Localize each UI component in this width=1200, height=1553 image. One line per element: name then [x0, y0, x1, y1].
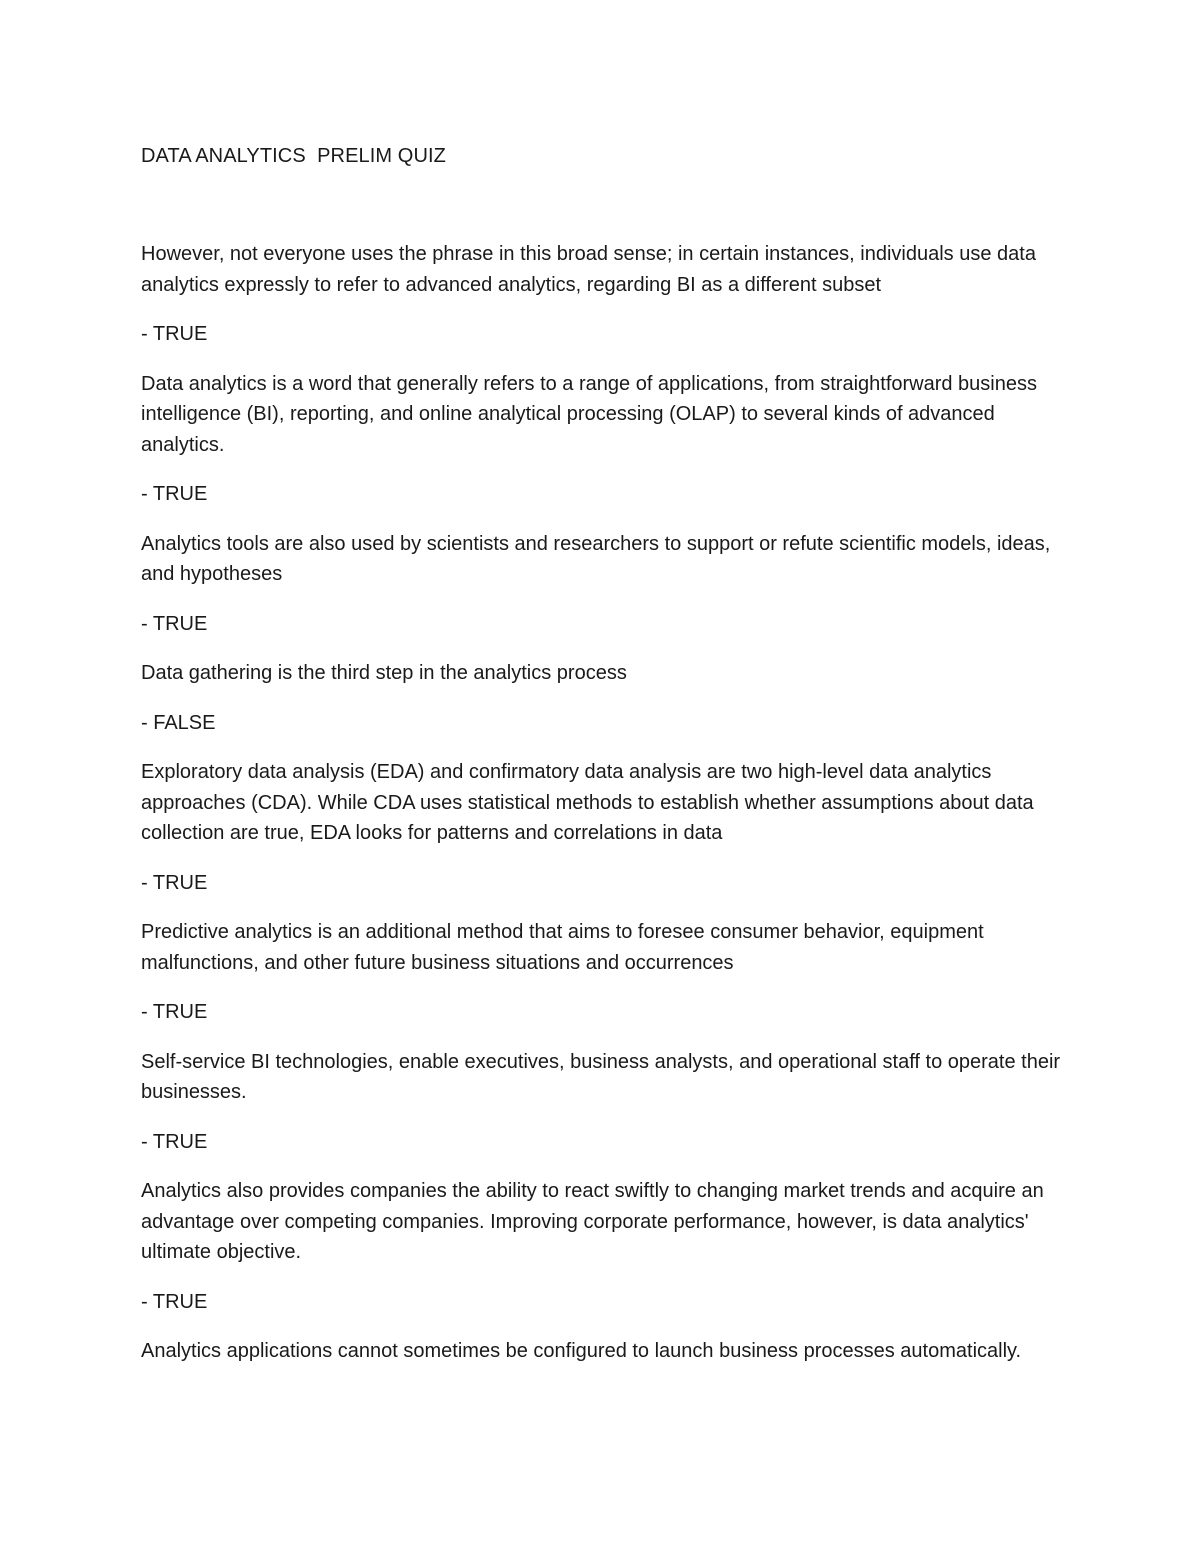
- quiz-item: [141, 917, 1066, 1028]
- quiz-item: [141, 658, 1066, 738]
- answer-text: - TRUE: [141, 1001, 208, 1023]
- page-title: DATA ANALYTICS PRELIM QUIZ: [141, 145, 446, 167]
- quiz-item: [141, 529, 1066, 640]
- answer-text: - TRUE: [141, 871, 208, 894]
- quiz-item: [141, 1336, 1066, 1367]
- answer-text: - TRUE: [141, 323, 208, 345]
- answer-text: - FALSE: [141, 711, 216, 734]
- question-text: Analytics tools are also used by scientists and researchers to support or refute scientific models, ideas, and hypotheses: [141, 532, 1051, 585]
- quiz-item: [141, 369, 1066, 510]
- quiz-item: [141, 239, 1066, 350]
- question-text: Exploratory data analysis (EDA) and confirmatory data analysis are two high-level data analytics approaches (CDA). While CDA uses statistical methods to establish whether assumptions about data collection are true, EDA looks for patterns and correlations in data: [141, 761, 1034, 844]
- quiz-item: [141, 1047, 1066, 1158]
- answer-text: - TRUE: [141, 1130, 208, 1153]
- question-text: However, not everyone uses the phrase in this broad sense; in certain instances, individuals use data analytics expressly to refer to advanced analytics, regarding BI as a different subset: [141, 243, 1036, 296]
- question-text: Self-service BI technologies, enable executives, business analysts, and operational staff to operate their businesses.: [141, 1050, 1061, 1103]
- question-text: Analytics also provides companies the ability to react swiftly to changing market trends and acquire an advantage over competing companies. Improving corporate performance, however, is data analytics' ultimate objective.: [141, 1180, 1044, 1263]
- question-text: Data analytics is a word that generally refers to a range of applications, from straightforward business intelligence (BI), reporting, and online analytical processing (OLAP) to several kinds of advanced analytics.: [141, 372, 1037, 456]
- question-list: [141, 239, 1066, 1367]
- question-text: Analytics applications cannot sometimes be configured to launch business processes automatically.: [141, 1340, 1022, 1362]
- question-text: Data gathering is the third step in the analytics process: [141, 662, 627, 684]
- answer-text: - TRUE: [141, 483, 208, 505]
- quiz-item: [141, 757, 1066, 898]
- quiz-item: [141, 1176, 1066, 1317]
- question-text: Predictive analytics is an additional method that aims to foresee consumer behavior, equipment malfunctions, and other future business situations and occurrences: [141, 921, 984, 974]
- answer-text: - TRUE: [141, 612, 208, 635]
- answer-text: - TRUE: [141, 1290, 208, 1313]
